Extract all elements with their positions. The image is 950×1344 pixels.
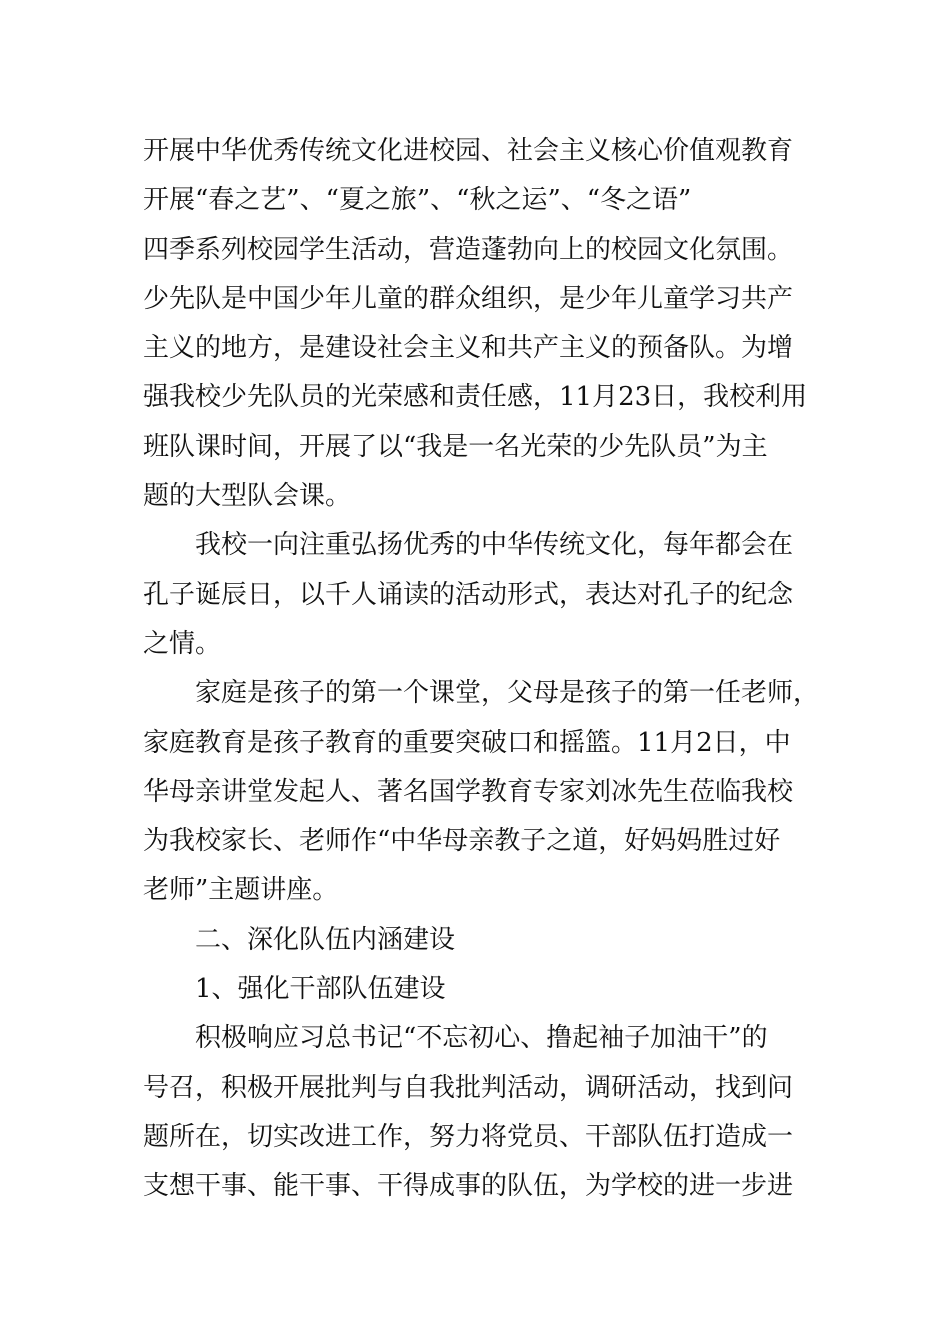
text-line: 之情。 (143, 628, 222, 659)
text-line: 题的大型队会课。 (143, 481, 352, 512)
text-line: 老师”主题讲座。 (143, 875, 339, 906)
text-line: 班队课时间，开展了以“我是一名光荣的少先队员”为主 (143, 431, 768, 462)
text-line: 主义的地方，是建设社会主义和共产主义的预备队。为增 (143, 333, 794, 364)
text-line: 华母亲讲堂发起人、著名国学教育专家刘冰先生莅临我校 (143, 776, 794, 807)
text-line: 支想干事、能干事、干得成事的队伍，为学校的进一步进 (143, 1171, 794, 1202)
text-line: 为我校家长、老师作“中华母亲教子之道，好妈妈胜过好 (143, 826, 781, 857)
text-line: 开展中华优秀传统文化进校园、社会主义核心价值观教育 (143, 136, 794, 166)
text-line: 强我校少先队员的光荣感和责任感，11月23日，我校利用 (143, 382, 808, 413)
text-line: 积极响应习总书记“不忘初心、撸起袖子加油干”的 (195, 1023, 768, 1054)
text-line: 孔子诞辰日，以千人诵读的活动形式，表达对孔子的纪念 (143, 579, 794, 610)
text-line: 二、深化队伍内涵建设 (195, 924, 456, 955)
text-line: 开展“春之艺”、“夏之旅”、“秋之运”、“冬之语” (143, 185, 692, 216)
text-line: 我校一向注重弘扬优秀的中华传统文化，每年都会在 (195, 530, 794, 561)
text-line: 少先队是中国少年儿童的群众组织，是少年儿童学习共产 (143, 283, 794, 314)
text-line: 家庭是孩子的第一个课堂，父母是孩子的第一任老师， (195, 678, 820, 709)
text-line: 四季系列校园学生活动，营造蓬勃向上的校园文化氛围。 (143, 234, 794, 265)
text-line: 号召，积极开展批判与自我批判活动，调研活动，找到问 (143, 1072, 794, 1103)
text-line: 家庭教育是孩子教育的重要突破口和摇篮。11月2日，中 (143, 727, 791, 758)
text-line: 1、强化干部队伍建设 (195, 974, 446, 1005)
document-body (143, 127, 823, 1212)
text-line: 题所在，切实改进工作，努力将党员、干部队伍打造成一 (143, 1121, 794, 1152)
